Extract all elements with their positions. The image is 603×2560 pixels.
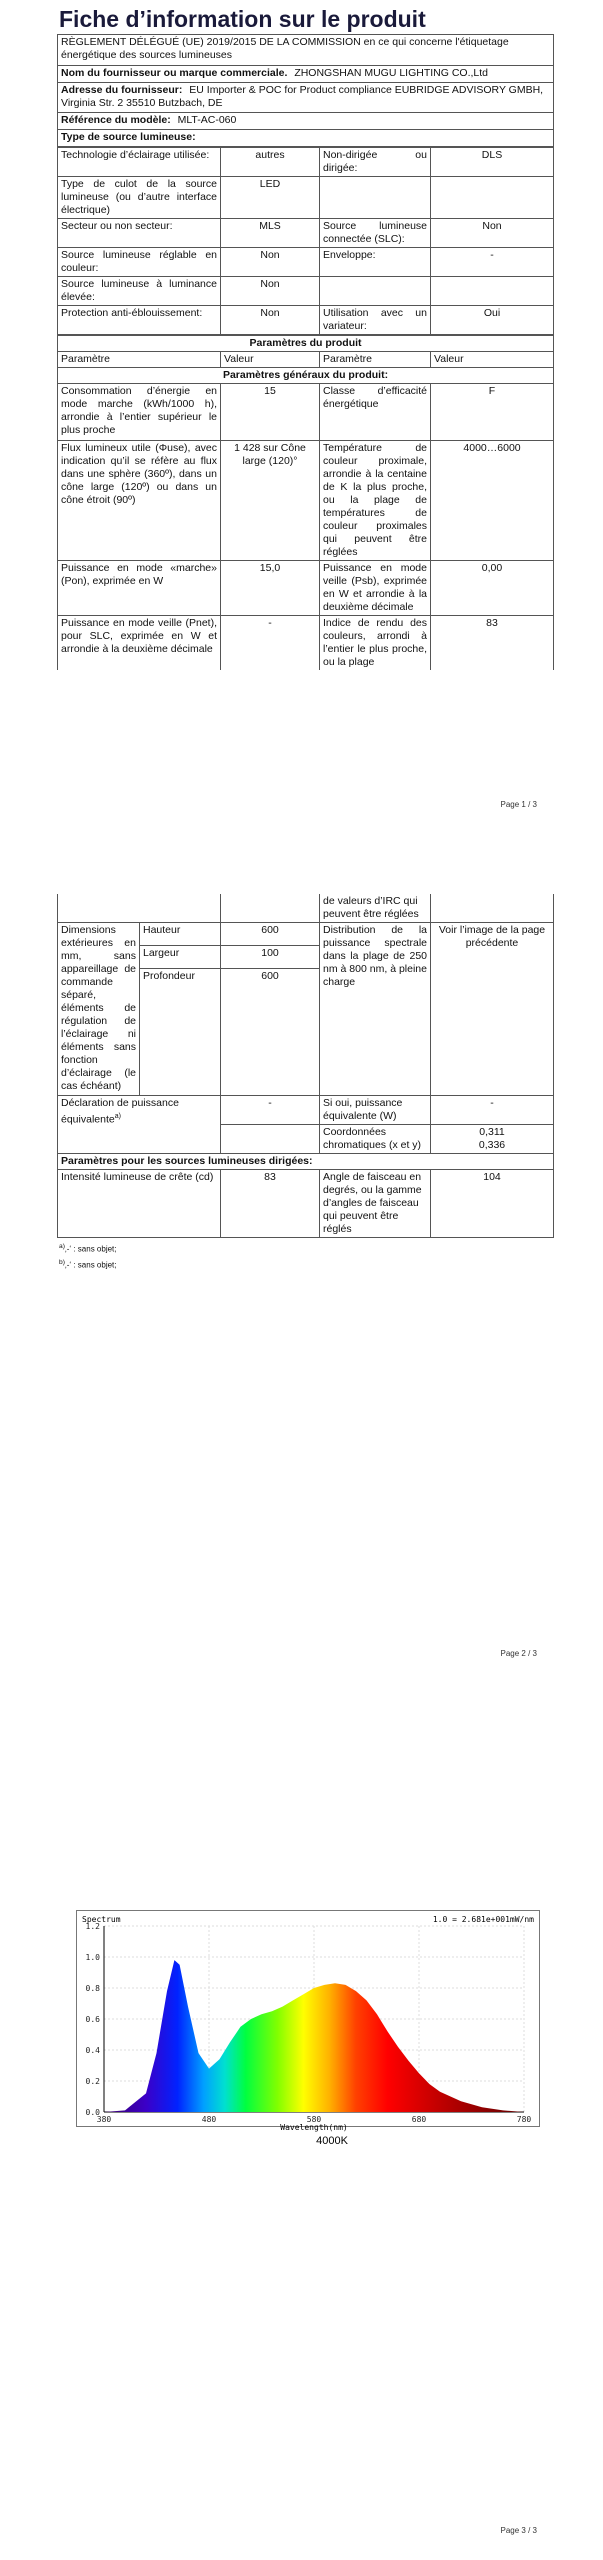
source-type-cell-a: Source lumineuse à luminance élevée: xyxy=(58,277,221,306)
footnote-a-sup: a) xyxy=(59,1243,65,1250)
source-type-cell-a: Type de culot de la source lumineuse (ou d’autre interface électrique) xyxy=(58,177,221,219)
page-number-2: Page 2 / 3 xyxy=(500,1649,537,1658)
source-type-cell-b: LED xyxy=(221,177,320,219)
equiv-w-value: - xyxy=(431,1096,554,1125)
general-params-heading: Paramètres généraux du produit: xyxy=(58,368,554,384)
address-value: EU Importer & POC for Product compliance EUBRIDGE ADVISORY GMBH, Virginia Str. 2 35510 Butzbach, DE xyxy=(61,84,544,109)
page-number-3: Page 3 / 3 xyxy=(500,2526,537,2535)
x-tick-label: 580 xyxy=(306,2115,322,2124)
spectrum-figure xyxy=(76,1904,540,2150)
equiv-label-cell xyxy=(58,1096,221,1154)
x-tick-label: 680 xyxy=(411,2115,427,2124)
x-tick-label: 780 xyxy=(516,2115,532,2124)
cct-label: 4000K xyxy=(316,2135,348,2147)
col-value-header-2: Valeur xyxy=(431,352,554,368)
source-type-cell-d xyxy=(431,177,554,219)
param-row xyxy=(58,616,554,671)
source-type-row xyxy=(58,177,554,219)
source-type-cell-b: Non xyxy=(221,306,320,335)
param-cell-c: Classe d’efficacité énergétique xyxy=(320,384,431,441)
param-cell-a: Puissance en mode «marche» (Pon), exprimée en W xyxy=(58,561,221,616)
address-row xyxy=(58,83,554,113)
product-params-table xyxy=(57,335,554,670)
page-2-table xyxy=(57,894,554,1238)
x-tick-label: 380 xyxy=(96,2115,112,2124)
source-type-heading: Type de source lumineuse: xyxy=(58,130,554,147)
source-type-cell-a: Secteur ou non secteur: xyxy=(58,219,221,248)
page-number-1: Page 1 / 3 xyxy=(500,800,537,809)
page-2-sheet xyxy=(57,894,553,1271)
address-label: Adresse du fournisseur: xyxy=(61,84,183,96)
spectrum-chart xyxy=(76,1904,540,2150)
dim-value-height: 600 xyxy=(221,923,320,946)
chroma-y: 0,336 xyxy=(478,1139,506,1151)
directed-heading: Paramètres pour les sources lumineuses dirigées: xyxy=(58,1154,554,1170)
footnote-b xyxy=(59,1256,553,1272)
page-2 xyxy=(0,813,603,1666)
source-type-cell-c xyxy=(320,277,431,306)
model-row xyxy=(58,113,554,130)
source-type-row xyxy=(58,148,554,177)
beam-value: 104 xyxy=(431,1170,554,1238)
source-type-row xyxy=(58,219,554,248)
equiv-sup: a) xyxy=(114,1113,121,1120)
source-type-cell-b: autres xyxy=(221,148,320,177)
equiv-w-label: Si oui, puissance équivalente (W) xyxy=(320,1096,431,1125)
param-row xyxy=(58,384,554,441)
source-type-row xyxy=(58,248,554,277)
cont-cell-a xyxy=(58,894,221,923)
spectral-label: Distribution de la puissance spectrale dans la plage de 250 nm à 800 nm, à pleine charge xyxy=(320,923,431,1096)
param-cell-a: Puissance en mode veille (Pnet), pour SLC, exprimée en W et arrondie à la deuxième décimale xyxy=(58,616,221,671)
cont-cell-d xyxy=(431,894,554,923)
param-cell-b: 15 xyxy=(221,384,320,441)
y-tick-label: 0.8 xyxy=(85,1984,100,1993)
dim-value-depth: 600 xyxy=(221,969,320,1096)
source-type-cell-d: Oui xyxy=(431,306,554,335)
source-type-cell-b: MLS xyxy=(221,219,320,248)
source-type-cell-c: Source lumineuse connectée (SLC): xyxy=(320,219,431,248)
source-type-row xyxy=(58,306,554,335)
beam-label: Angle de faisceau en degrés, ou la gamme d’angles de faisceau qui peuvent être réglés xyxy=(320,1170,431,1238)
cri-continued: de valeurs d’IRC qui peuvent être réglées xyxy=(320,894,431,923)
spectrum-xlabel: Wavelength(nm) xyxy=(280,2123,348,2132)
source-type-cell-c: Enveloppe: xyxy=(320,248,431,277)
model-value: MLT-AC-060 xyxy=(177,114,237,126)
cont-cell-b xyxy=(221,894,320,923)
param-row xyxy=(58,561,554,616)
source-type-row xyxy=(58,277,554,306)
source-type-cell-a: Protection anti-éblouissement: xyxy=(58,306,221,335)
params-heading: Paramètres du produit xyxy=(58,336,554,352)
spectral-value: Voir l’image de la page précédente xyxy=(431,923,554,1096)
supplier-value: ZHONGSHAN MUGU LIGHTING CO.,Ltd xyxy=(294,67,488,79)
param-cell-b: - xyxy=(221,616,320,671)
param-cell-a: Consommation d’énergie en mode marche (kWh/1000 h), arrondie à l’entier supérieur le plus proche xyxy=(58,384,221,441)
spectrum-title: Spectrum xyxy=(82,1915,121,1924)
chroma-values xyxy=(431,1125,554,1154)
footnote-b-sup: b) xyxy=(59,1258,65,1266)
param-cell-d: 4000…6000 xyxy=(431,441,554,561)
param-cell-c: Indice de rendu des couleurs, arrondi à l’entier le plus proche, ou la plage xyxy=(320,616,431,671)
spectrum-scale: 1.0 = 2.681e+001mW/nm xyxy=(432,1915,534,1924)
page-1 xyxy=(0,0,603,813)
x-tick-label: 480 xyxy=(201,2115,217,2124)
source-type-cell-d: Non xyxy=(431,219,554,248)
y-tick-label: 0.4 xyxy=(85,2046,100,2055)
equiv-label: Déclaration de puissance équivalente xyxy=(61,1097,179,1126)
footnote-a xyxy=(59,1240,553,1256)
peak-label: Intensité lumineuse de crête (cd) xyxy=(58,1170,221,1238)
param-cell-c: Température de couleur proximale, arrondie à la centaine de K la plus proche, ou la plage de températures de couleur proximales qui peuvent être réglées xyxy=(320,441,431,561)
dim-name-height: Hauteur xyxy=(140,923,221,946)
page-1-sheet xyxy=(57,0,553,670)
source-type-cell-b: Non xyxy=(221,277,320,306)
dim-name-width: Largeur xyxy=(140,946,221,969)
document-title: Fiche d’information sur le produit xyxy=(59,6,426,32)
peak-value: 83 xyxy=(221,1170,320,1238)
source-type-cell-c: Non-dirigée ou dirigée: xyxy=(320,148,431,177)
param-cell-a: Flux lumineux utile (Φuse), avec indication qu’il se réfère au flux dans une sphère (360º), dans un cône large (120º) ou dans un cône étroit (90º) xyxy=(58,441,221,561)
regulation-text: RÈGLEMENT DÉLÉGUÉ (UE) 2019/2015 DE LA COMMISSION en ce qui concerne l'étiquetage énergétique des sources lumineuses xyxy=(58,35,554,66)
y-tick-label: 0.0 xyxy=(85,2108,100,2117)
param-cell-d: F xyxy=(431,384,554,441)
supplier-row xyxy=(58,66,554,83)
param-cell-b: 15,0 xyxy=(221,561,320,616)
dimensions-label: Dimensions extérieures en mm, sans appareillage de commande séparé, éléments de régulation de l’éclairage ni éléments sans fonction d’éclairage (le cas échéant) xyxy=(58,923,140,1096)
source-type-cell-a: Technologie d’éclairage utilisée: xyxy=(58,148,221,177)
param-row xyxy=(58,441,554,561)
equiv-value: - xyxy=(221,1096,320,1125)
page-3 xyxy=(0,1666,603,2560)
y-tick-label: 0.6 xyxy=(85,2015,100,2024)
param-cell-d: 0,00 xyxy=(431,561,554,616)
y-tick-label: 1.2 xyxy=(85,1922,100,1931)
header-table xyxy=(57,34,554,147)
model-label: Référence du modèle: xyxy=(61,114,171,126)
col-value-header: Valeur xyxy=(221,352,320,368)
chroma-label: Coordonnées chromatiques (x et y) xyxy=(320,1125,431,1154)
source-type-table xyxy=(57,147,554,335)
param-cell-c: Puissance en mode veille (Psb), exprimée en W et arrondie à la deuxième décimale xyxy=(320,561,431,616)
footnote-b-text: ‚-‘ : sans objet; xyxy=(64,1260,117,1270)
col-param-header-2: Paramètre xyxy=(320,352,431,368)
source-type-cell-a: Source lumineuse réglable en couleur: xyxy=(58,248,221,277)
param-cell-b: 1 428 sur Cône large (120)° xyxy=(221,441,320,561)
source-type-cell-b: Non xyxy=(221,248,320,277)
source-type-cell-d: - xyxy=(431,248,554,277)
y-tick-label: 0.2 xyxy=(85,2077,100,2086)
source-type-cell-c: Utilisation avec un variateur: xyxy=(320,306,431,335)
chroma-x: 0,311 xyxy=(479,1126,505,1138)
col-param-header: Paramètre xyxy=(58,352,221,368)
footnote-a-text: ‚-‘ : sans objet; xyxy=(64,1244,117,1254)
y-tick-label: 1.0 xyxy=(85,1953,100,1962)
dim-name-depth: Profondeur xyxy=(140,969,221,1096)
source-type-cell-d: DLS xyxy=(431,148,554,177)
equiv-empty xyxy=(221,1125,320,1154)
param-cell-d: 83 xyxy=(431,616,554,671)
dim-value-width: 100 xyxy=(221,946,320,969)
supplier-label: Nom du fournisseur ou marque commerciale. xyxy=(61,67,288,79)
source-type-cell-c xyxy=(320,177,431,219)
source-type-cell-d xyxy=(431,277,554,306)
